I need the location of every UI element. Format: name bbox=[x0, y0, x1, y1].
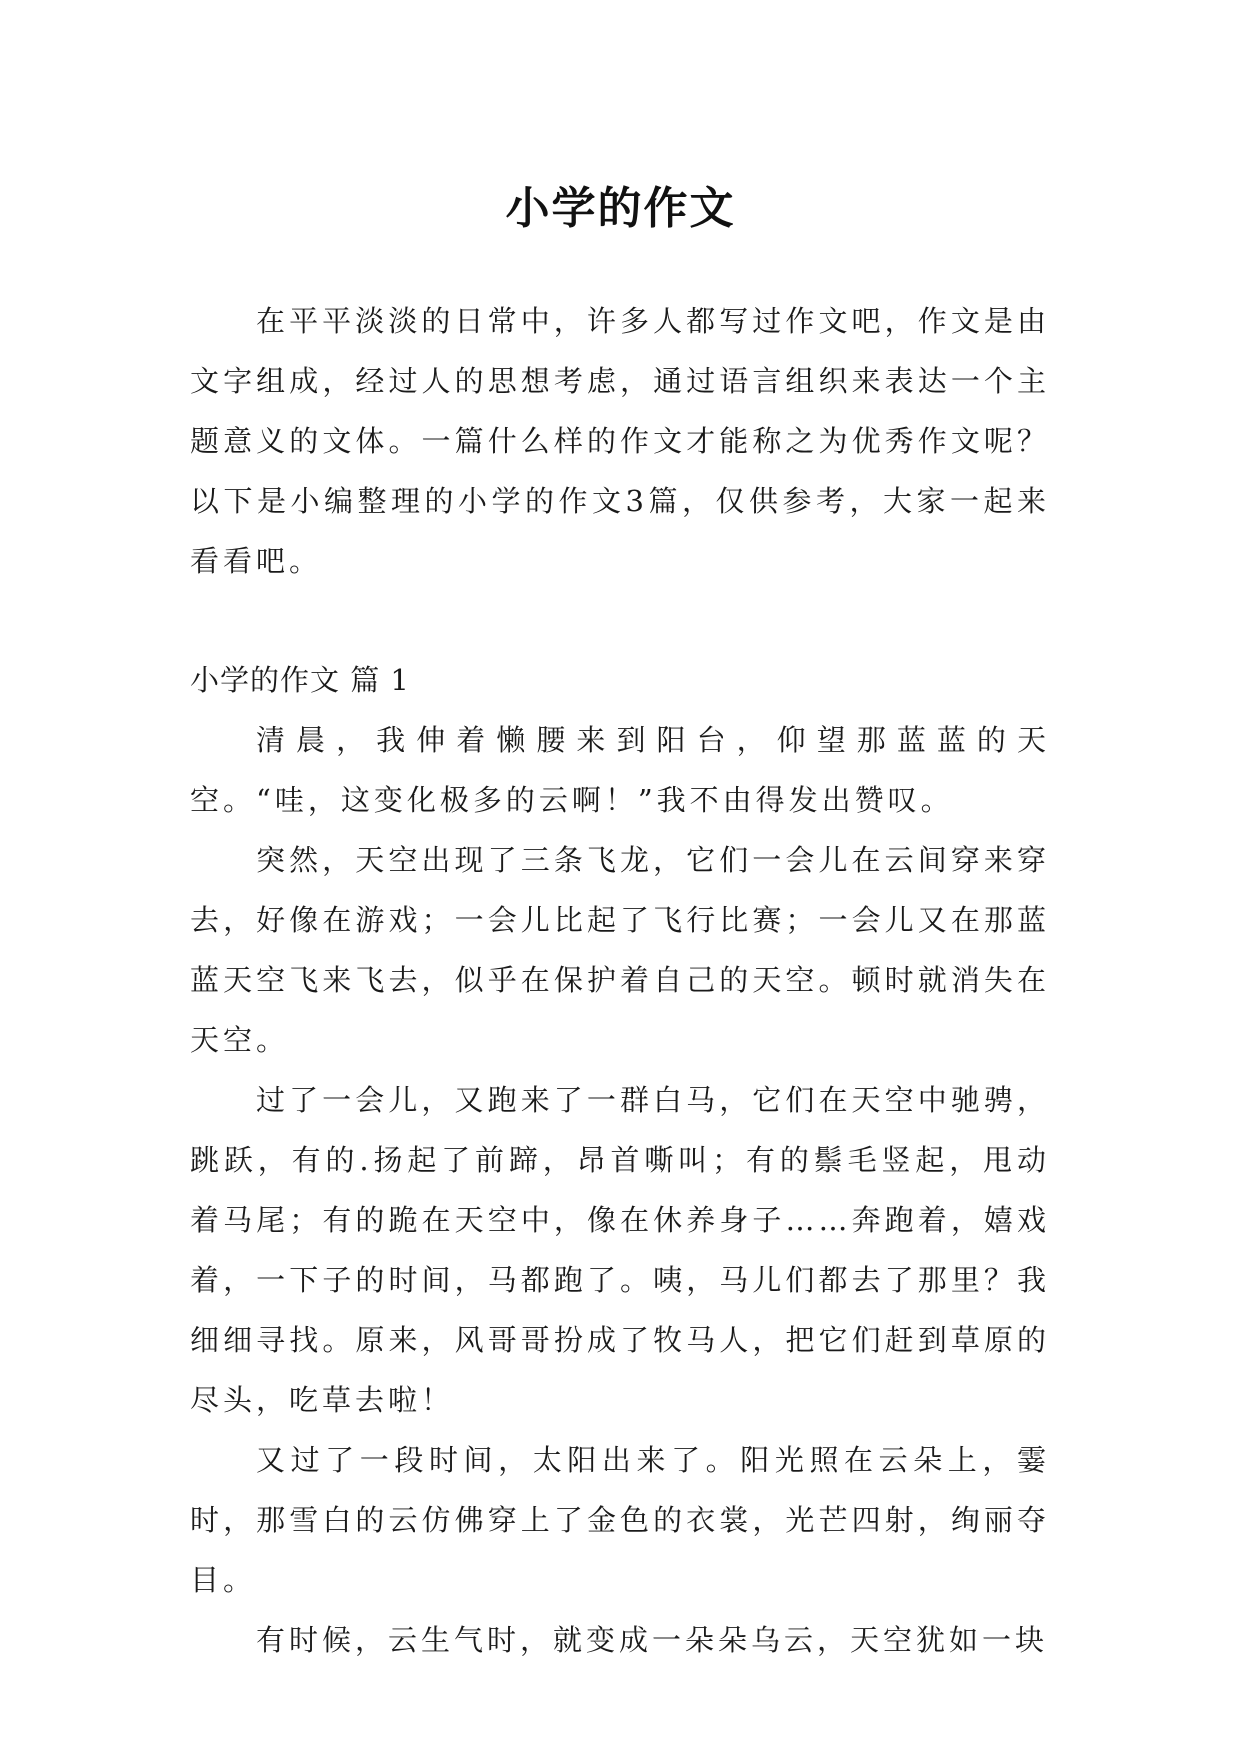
body-paragraph: 突然，天空出现了三条飞龙，它们一会儿在云间穿来穿去，好像在游戏；一会儿比起了飞行比赛；一会儿又在那蓝蓝天空飞来飞去，似乎在保护着自己的天空。顿时就消失在天空。 bbox=[190, 843, 1050, 1057]
body-paragraph: 又过了一段时间，太阳出来了。阳光照在云朵上，霎时，那雪白的云仿佛穿上了金色的衣裳，光芒四射，绚丽夺目。 bbox=[190, 1443, 1050, 1597]
body-paragraph: 清晨，我伸着懒腰来到阳台，仰望那蓝蓝的天空。“哇，这变化极多的云啊！”我不由得发出赞叹。 bbox=[190, 723, 1050, 817]
body-paragraph: 过了一会儿，又跑来了一群白马，它们在天空中驰骋，跳跃，有的.扬起了前蹄，昂首嘶叫；有的鬃毛竖起，甩动着马尾；有的跪在天空中，像在休养身子……奔跑着，嬉戏着，一下子的时间，马都跑了。咦，马儿们都去了那里？我细细寻找。原来，风哥哥扮成了牧马人，把它们赶到草原的尽头，吃草去啦！ bbox=[190, 1083, 1050, 1417]
section-heading: 小学的作文 篇 1 bbox=[190, 663, 410, 697]
document-title: 小学的作文 bbox=[505, 183, 736, 235]
document-body bbox=[190, 291, 1050, 1670]
intro-paragraph: 在平平淡淡的日常中，许多人都写过作文吧，作文是由文字组成，经过人的思想考虑，通过语言组织来表达一个主题意义的文体。一篇什么样的作文才能称之为优秀作文呢？以下是小编整理的小学的作文3篇，仅供参考，大家一起来看看吧。 bbox=[190, 304, 1050, 578]
body-paragraph: 有时候，云生气时，就变成一朵朵乌云，天空犹如一块 bbox=[256, 1623, 1049, 1657]
